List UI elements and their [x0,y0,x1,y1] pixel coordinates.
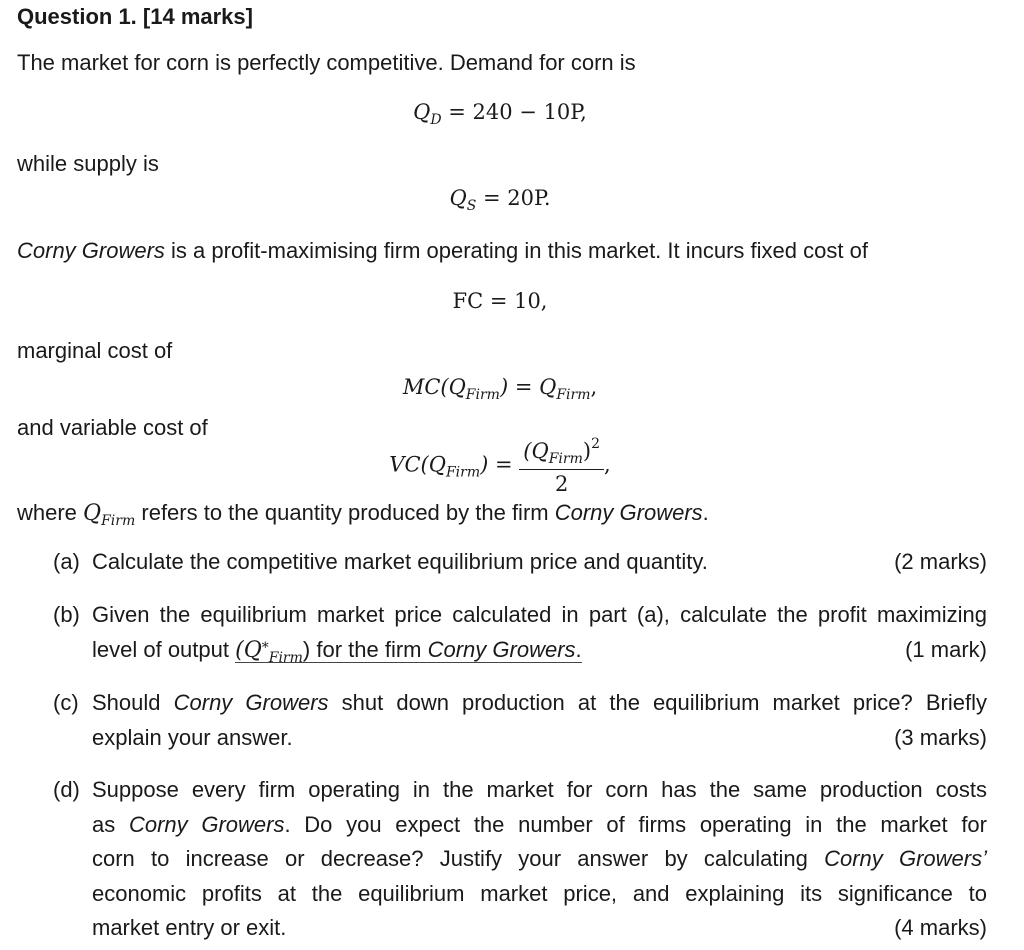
part-a [53,545,987,581]
part-d-marks: (4 marks) [894,915,987,940]
variable-cost-text: and variable cost of [17,415,208,440]
vc-fraction: $\frac{(Q_{Firm})^2}{2}$ [519,436,604,496]
supply-text: while supply is [17,151,159,176]
part-a-text: Calculate the competitive market equilibrium price and quantity. [92,549,708,574]
supply-equation: $Q_S = 20P$. [449,186,551,214]
part-b-label: (b) [53,602,80,627]
fixed-cost-equation: FC = 10, [452,289,548,313]
variable-cost-equation: $VC(Q_{Firm})$ = $\frac{(Q_{Firm})^2}{2}$ , [389,436,611,496]
part-c-marks: (3 marks) [894,724,987,750]
part-c: (c) Should Corny Growers shut down production at the equilibrium market price? Briefly explain your answer. (3 marks) [53,686,987,758]
intro-text: The market for corn is perfectly competitive. Demand for corn is [17,50,636,75]
part-d: (d) Suppose every firm operating in the market for corn has the same production costs as Corny Growers. Do you expect the number of firms operating in the market for corn to increase or decrease? Justify your answer by calculating Corny Growers’ economic profits at the equilibrium market price, and explaining its significance to market entry or exit. (4 marks) [53,773,987,949]
part-c-label: (c) [53,690,79,715]
part-d-label: (d) [53,777,80,802]
part-a-label: (a) [53,549,80,574]
part-a-marks: (2 marks) [894,549,987,574]
where-text: where $Q_{Firm}$ refers to the quantity produced by the firm Corny Growers. [17,500,709,529]
question-title: Question 1. [14 marks] [17,4,253,29]
marginal-cost-text: marginal cost of [17,338,173,363]
demand-equation: $Q_D = 240 - 10P$, [413,100,587,128]
part-b: (b) Given the equilibrium market price calculated in part (a), calculate the profit maximizing level of output $(Q_{*Firm})$ for the firm Corny Growers. (1 mark) [53,598,987,670]
firm-intro: Corny Growers is a profit-maximising firm operating in this market. It incurs fixed cost of [17,238,868,263]
part-b-marks: (1 mark) [905,636,987,662]
marginal-cost-equation: $MC(Q_{Firm}) = Q_{Firm}$, [402,375,598,403]
